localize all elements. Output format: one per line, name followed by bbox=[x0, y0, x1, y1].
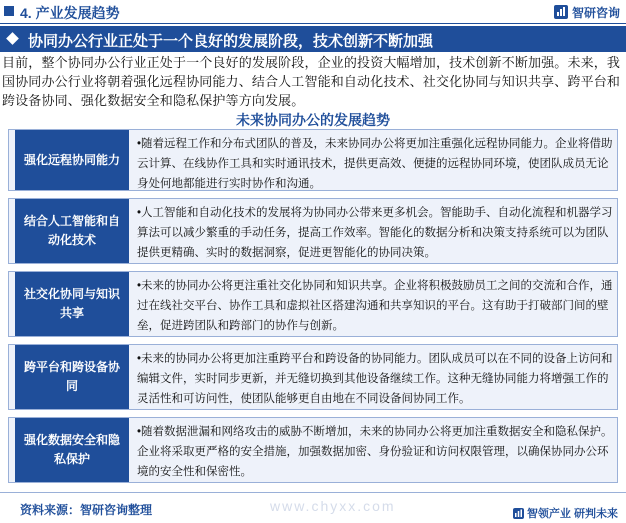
data-source: 资料来源：智研咨询整理 bbox=[20, 503, 153, 517]
brand-name: 智研咨询 bbox=[571, 5, 620, 20]
trend-row bbox=[8, 198, 618, 264]
trend-label: 结合人工智能和自动化技术 bbox=[15, 199, 129, 263]
trend-row bbox=[8, 271, 618, 337]
section-marker-icon bbox=[4, 6, 14, 16]
trend-row bbox=[8, 129, 618, 191]
trend-label: 强化数据安全和隐私保护 bbox=[15, 418, 129, 482]
headline-text: 协同办公行业正处于一个良好的发展阶段，技术创新不断加强 bbox=[28, 33, 434, 50]
trend-label: 跨平台和跨设备协同 bbox=[15, 345, 129, 409]
intro-paragraph: 目前，整个协同办公行业正处于一个良好的发展阶段，企业的投资大幅增加，技术创新不断加强。未来，我国协同办公行业将朝着强化远程协同能力、结合人工智能和自动化技术、社交化协同与知识共享、跨平台和跨设备协同、强化数据安全和隐私保护等方向发展。 bbox=[2, 55, 621, 108]
trend-description: •人工智能和自动化技术的发展将为协同办公带来更多机会。智能助手、自动化流程和机器学习算法可以减少繁重的手动任务，提高工作效率。智能化的数据分析和决策支持系统可以为团队提供更精确、实时的数据洞察，促进更智能化的协同决策。 bbox=[137, 207, 613, 259]
page-header bbox=[0, 0, 626, 24]
slogan-text: 智领产业 研判未来 bbox=[526, 508, 618, 520]
trends-title: 未来协同办公的发展趋势 bbox=[236, 112, 390, 128]
headline-banner bbox=[0, 26, 626, 52]
footer-divider bbox=[0, 492, 626, 493]
brand-logo bbox=[554, 4, 620, 20]
trend-description: •未来的协同办公将更注重社交化协同和知识共享。企业将积极鼓励员工之间的交流和合作，通过在线社交平台、协作工具和虚拟社区搭建沟通和共享知识的平台。这有助于打破部门间的壁垒，促进跨团队和跨部门的协作与创新。 bbox=[137, 280, 613, 332]
slogan-logo-icon bbox=[513, 508, 524, 519]
page-footer bbox=[0, 492, 626, 523]
trend-label: 强化远程协同能力 bbox=[15, 130, 129, 190]
trend-description: •随着远程工作和分布式团队的普及，未来协同办公将更加注重强化远程协同能力。企业将借助云计算、在线协作工具和实时通讯技术，提供更高效、便捷的远程协同环境，使团队成员无论身处何地都能进行实时协作和沟通。 bbox=[137, 138, 613, 190]
header-divider bbox=[0, 23, 626, 24]
watermark-text: www.chyxx.com bbox=[270, 498, 396, 514]
diamond-icon bbox=[6, 32, 19, 45]
brand-logo-icon bbox=[554, 5, 568, 19]
trend-row bbox=[8, 417, 618, 483]
trend-label: 社交化协同与知识共享 bbox=[15, 272, 129, 336]
trend-row bbox=[8, 344, 618, 410]
section-title: 4. 产业发展趋势 bbox=[20, 5, 120, 21]
trend-description: •未来的协同办公将更加注重跨平台和跨设备的协同能力。团队成员可以在不同的设备上访问和编辑文件，实时同步更新，并无缝切换到其他设备继续工作。这种无缝协同能力将增强工作的灵活性和可访问性，使团队能够更自由地在不同设备间协同工作。 bbox=[137, 353, 613, 405]
footer-slogan bbox=[513, 505, 618, 521]
trend-description: •随着数据泄漏和网络攻击的威胁不断增加，未来的协同办公将更加注重数据安全和隐私保护。企业将采取更严格的安全措施，加强数据加密、身份验证和访问权限管理，以确保协同办公环境的安全性和保密性。 bbox=[137, 426, 613, 478]
